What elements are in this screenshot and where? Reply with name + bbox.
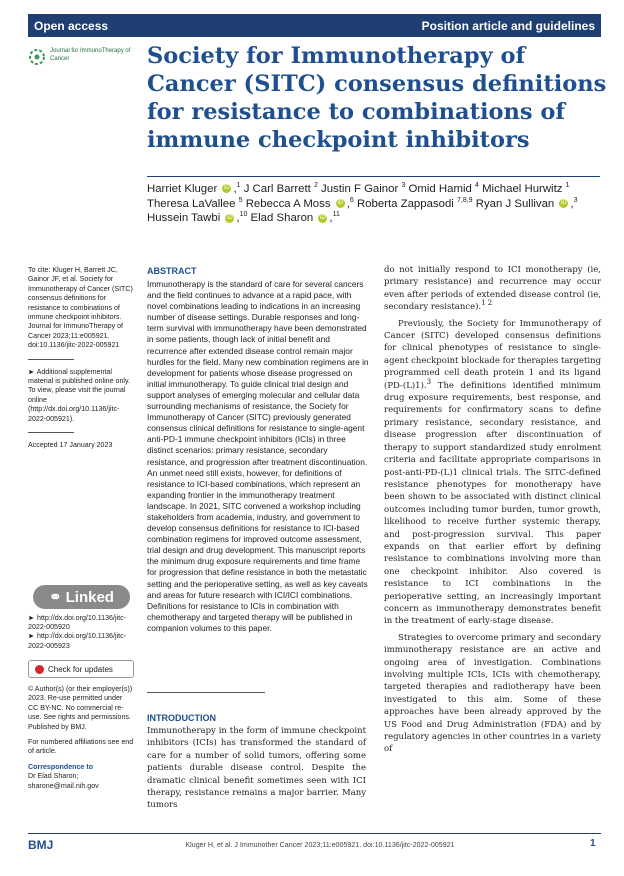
author-name: Justin F Gainor — [321, 183, 402, 195]
orcid-icon[interactable]: iD — [227, 214, 233, 221]
link-chain-icon: ⚭ — [49, 589, 62, 606]
linked-articles — [28, 614, 134, 651]
introduction-heading: INTRODUCTION — [147, 713, 216, 723]
affiliation-sup: 3 — [573, 196, 578, 204]
author-name: Michael Hurwitz — [482, 183, 566, 195]
affiliation-sup: 6 — [349, 196, 354, 204]
open-access-label: Open access — [34, 18, 109, 33]
author-name: Hussein Tawbi — [147, 212, 224, 225]
abstract-text: Immunotherapy is the standard of care for several cancers and the field continues to advance at a rapid pace, with novel combinations leading to indications in an increasing number of disease settings. Durable responses and long-term survival with immunotherapy have been demonstrated in some patients, though lack of initial benefit and recurrence after extended disease control remain major hurdles for the field. Many new combination regimens are in development for patients whose disease progressed on initial immunotherapy. To guide clinical trial design and support analyses of emerging molecular and cellular data surrounding mechanisms of resistance, the Society for Immunotherapy of Cancer (SITC) previously generated consensus clinical definitions for resistance to single-agent anti-PD-1 immune checkpoint inhibitors (ICIs) in three distinct scenarios: primary resistance, secondary resistance, and progression after treatment discontinuation. An unmet need still exists, however, for definitions of resistance to ICI-based combinations, which represent an expanding frontier in the immunotherapy treatment landscape. In 2021, SITC convened a workshop including stakeholders from academia, industry, and government to develop consensus definitions for resistance to ICI-based combination regimens for improved outcome assessment, trial design and drug development. This manuscript reports the minimum drug exposure requirements and time frame for progression that define resistance in both the metastatic setting and the perioperative setting, as well as key caveats and areas for future research with ICI/ICI combinations. Definitions for resistance to ICIs in combination with chemotherapy and targeted therapy will be published in companion volumes to this paper. — [147, 279, 369, 633]
paragraph-2: Previously, the Society for Immunotherapy of Cancer (SITC) developed consensus definitions for clinical phenotypes of resistance to single-agent checkpoint blockade for therapies targeting programmed cell death protein 1 and its ligand (PD-(L)1).$^3$ The definitions identified minimum drug exposure requirements, best response, and requirements for confirmatory scans to define primary resistance, secondary resistance, and disease progression after discontinuation of therapy to support standardized study enrolment criteria and facilitate appropriate comparisons in post-anti-PD-(L)1 clinical trials. The SITC-defined resistance phenotypes for monotherapy have been shown to be associated with distinct clinical outcomes including tumor burden, tumor growth, likelihood to receive further systemic therapy, and post-progression survival. This paper expands on that earlier effort by defining resistance to combinations involving more than one checkpoint inhibitor. Also covered is resistance to ICI combinations in the perioperative setting, an increasingly important concern as immunotherapy demonstrates benefit in the treatment of early-stage disease. — [384, 318, 602, 627]
footer-rule — [28, 833, 601, 834]
affiliations-note: For numbered affiliations see end of article. — [28, 738, 134, 756]
footer-citation: Kluger H, et al. J Immunother Cancer 2023;11:e005921. doi:10.1136/jitc-2022-005921 — [185, 841, 455, 849]
journal-logo[interactable] — [28, 44, 143, 74]
journal-logo-icon — [28, 46, 46, 68]
sidebar-divider — [28, 432, 74, 433]
affiliation-sup: 1 — [236, 182, 241, 190]
author-name: Elad Sharon — [250, 212, 317, 225]
paragraph-1: do not initially respond to ICI monotherapy (ie, primary resistance) and recurrence may occur even after periods of extended disease control (ie, secondary resistance).$^{1 2}$ — [384, 265, 601, 313]
orcid-icon[interactable]: iD — [337, 200, 344, 207]
title-rule — [147, 176, 600, 177]
bmj-logo[interactable]: BMJ — [28, 838, 54, 852]
article-title: Society for Immunotherapy of Cancer (SITC) consensus definitions for resistance to combinations of immune checkpoint inhibitors — [147, 43, 607, 153]
copyright-text: © Author(s) (or their employer(s)) 2023. Re-use permitted under CC BY-NC. No commercial re-use. See rights and permissions. Published by BMJ. — [28, 685, 133, 731]
linked-label: Linked — [65, 588, 114, 606]
abstract-heading: ABSTRACT — [147, 266, 197, 276]
affiliation-sup: 4 — [474, 182, 479, 190]
paragraph-3: Strategies to overcome primary and secondary immunotherapy resistance are an active and ongoing area of investigation. Combinations involving multiple ICIs, ICIs with chemotherapy, targeted therapies and radiotherapy have been investigated to this aim. Some of these approaches have been already approved by the US Food and Drug Administration (FDA) and by regulatory agencies in other countries in a variety of — [384, 632, 601, 755]
left-bottom-info — [28, 685, 134, 791]
citation-ref[interactable]: 1 2 — [481, 299, 493, 308]
author-name: Roberta Zappasodi — [356, 197, 457, 210]
top-banner — [28, 14, 601, 37]
abstract-rule — [147, 692, 265, 693]
citation-ref[interactable]: 3 — [426, 377, 432, 386]
check-updates-label: Check for updates — [48, 664, 113, 674]
author-list: Harriet Kluger iD ,$^1$ J Carl Barrett $^2$ Justin F Gainor $^3$ Omid Hamid $^4$ Michael Hurwitz $^1$ Theresa LaVallee $^5$ Rebecca A Moss iD ,$^6$ Roberta Zappasodi $^{7,8,9}$ Ryan J Sullivan iD ,$^3$ Hussein Tawbi iD ,$^{10}$ Elad Sharon iD ,$^{11}$ — [147, 182, 578, 225]
linked-article-link[interactable]: ► http://dx.doi.org/10.1136/jitc-2022-005923 — [28, 632, 126, 650]
affiliation-sup: 5 — [238, 196, 243, 204]
to-cite-text: To cite: Kluger H, Barrett JC, Gainor JF, et al. Society for Immunotherapy of Cancer (SITC) consensus definitions for resistance to combinations of immune checkpoint inhibitors. Journal for ImmunoTherapy of Cancer 2023;11:e005921. doi:10.1136/jitc-2022-005921 — [28, 266, 133, 350]
orcid-icon[interactable]: iD — [561, 200, 567, 207]
author-name: Rebecca A Moss — [245, 197, 334, 210]
left-sidebar — [28, 266, 134, 451]
linked-article-link[interactable]: ► http://dx.doi.org/10.1136/jitc-2022-005920 — [28, 614, 126, 632]
crossmark-icon — [35, 665, 44, 674]
correspondence-email[interactable]: sharone@mail.nih.gov — [28, 781, 99, 790]
supplemental-note[interactable]: ► Additional supplemental material is published online only. To view, please visit the journal online (http://dx.doi.org/10.1136/jitc-2022-005921). — [28, 367, 130, 423]
check-for-updates-button[interactable] — [28, 660, 134, 678]
article-type-label: Position article and guidelines — [421, 18, 595, 33]
affiliation-sup: 10 — [239, 211, 248, 219]
author-name: J Carl Barrett — [243, 183, 314, 195]
affiliation-sup: 2 — [313, 182, 318, 190]
affiliation-sup: 7,8,9 — [457, 196, 473, 204]
author-name: Omid Hamid — [408, 183, 475, 195]
page-number: 1 — [590, 838, 596, 849]
linked-button[interactable] — [33, 585, 130, 609]
correspondence-label: Correspondence to — [28, 762, 94, 771]
affiliation-sup: 11 — [332, 211, 340, 219]
affiliation-sup: 1 — [565, 182, 570, 190]
right-column — [384, 264, 601, 760]
affiliation-sup: 3 — [401, 182, 406, 190]
introduction-text: Immunotherapy in the form of immune checkpoint inhibitors (ICIs) has transformed the standard of care for a number of solid tumors, offering some patients durable disease control. Despite the dramatic clinical benefit sometimes seen with ICI therapy, resistance remains a major barrier. Many tumors — [147, 726, 366, 811]
orcid-icon[interactable]: iD — [224, 185, 230, 192]
orcid-icon[interactable]: iD — [320, 214, 326, 221]
author-name: Harriet Kluger — [147, 183, 221, 195]
author-name: Ryan J Sullivan — [475, 197, 558, 210]
correspondence-name: Dr Elad Sharon; — [28, 772, 79, 781]
journal-logo-text: Journal for ImmunoTherapy of Cancer — [50, 48, 131, 62]
author-name: Theresa LaVallee — [147, 197, 239, 210]
accepted-date: Accepted 17 January 2023 — [28, 441, 113, 450]
sidebar-divider — [28, 359, 74, 360]
